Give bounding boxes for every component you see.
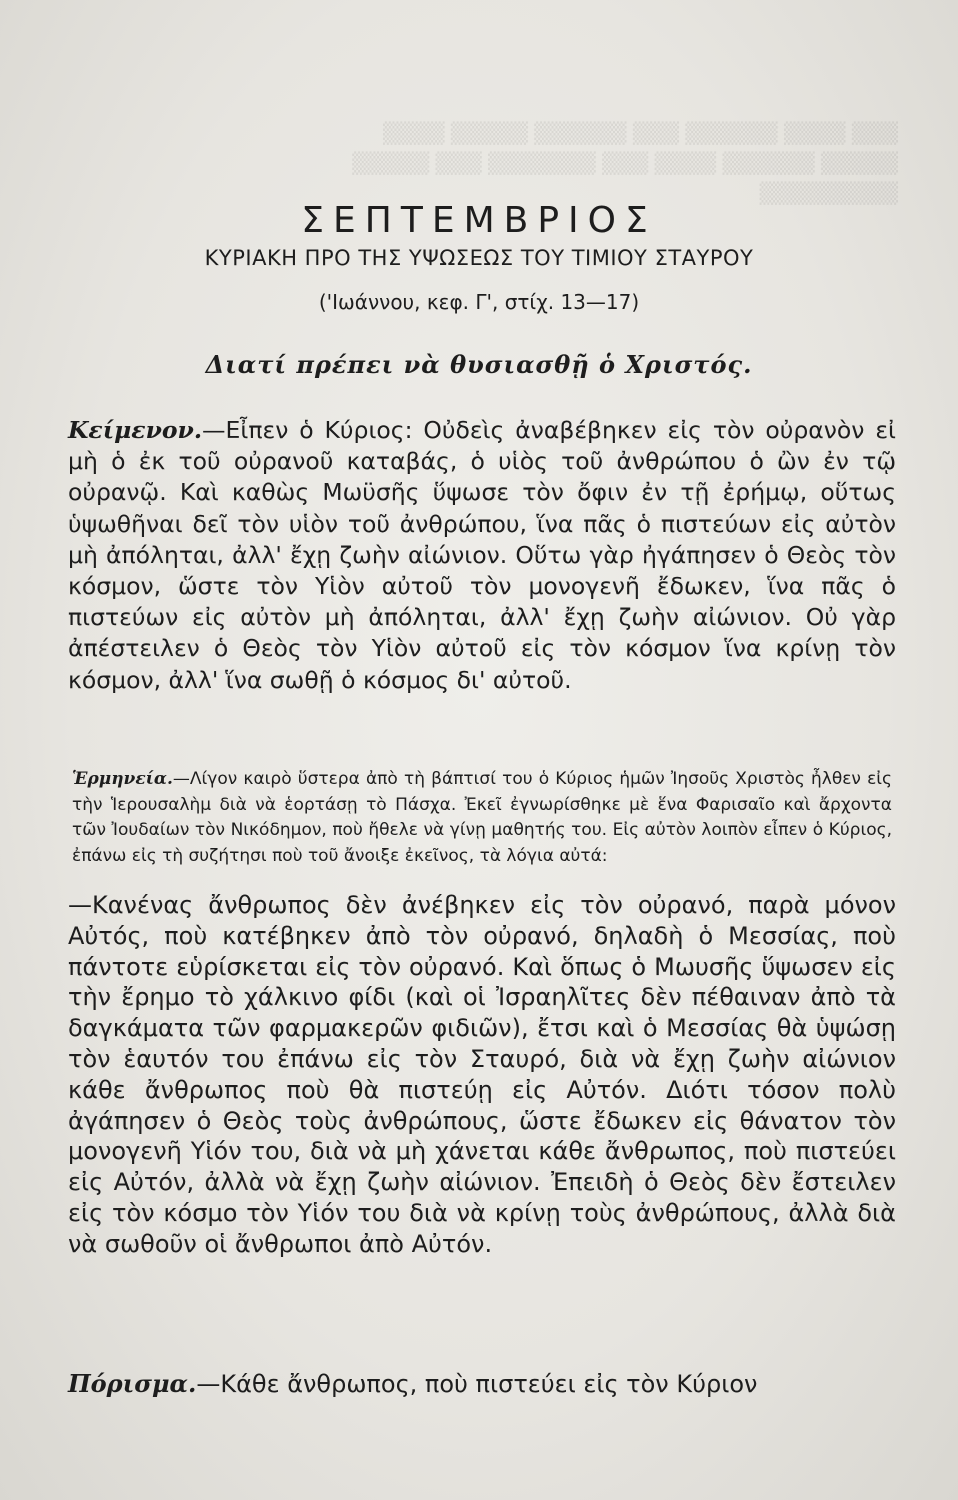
porisma-body: —Κάθε ἄνθρωπος, ποὺ πιστεύει εἰς τὸν Κύριον [196, 1370, 758, 1398]
text-body: —Εἶπεν ὁ Κύριος: Οὐδεὶς ἀναβέβηκεν εἰς τὸν οὐρανὸν εἰ μὴ ὁ ἐκ τοῦ οὐρανοῦ καταβάς, ὁ υἱὸς τοῦ ἀνθρώπου ὁ ὢν ἐν τῷ οὐρανῷ. Καὶ καθὼς Μωϋσῆς ὕψωσε τὸν ὄφιν ἐν τῇ ἐρήμῳ, οὕτως ὑψωθῆναι δεῖ τὸν υἱὸν τοῦ ἀνθρώπου, ἵνα πᾶς ὁ πιστεύων εἰς αὐτὸν μὴ ἀπόληται, ἀλλ' ἔχῃ ζωὴν αἰώνιον. Οὕτω γὰρ ἠγάπησεν ὁ Θεὸς τὸν κόσμον, ὥστε τὸν Υἱὸν αὐτοῦ τὸν μονογενῆ ἔδωκεν, ἵνα πᾶς ὁ πιστεύων εἰς αὐτὸν μὴ ἀπόληται, ἀλλ' ἔχῃ ζωὴν αἰώνιον. Οὐ γὰρ ἀπέστειλεν ὁ Θεὸς τὸν Υἱὸν αὐτοῦ εἰς τὸν κόσμον ἵνα κρίνῃ τὸν κόσμον, ἀλλ' ἵνα σωθῇ ὁ κόσμος δι' αὐτοῦ. [68, 416, 896, 694]
scripture-text-paragraph [68, 415, 896, 696]
page-subtitle: ΚΥΡΙΑΚΗ ΠΡΟ ΤΗΣ ΥΨΩΣΕΩΣ ΤΟΥ ΤΙΜΙΟΥ ΣΤΑΥΡΟΥ [204, 246, 754, 270]
porisma-label: Πόρισμα. [68, 1369, 197, 1398]
interpretation-paragraph [72, 767, 892, 869]
section-heading: Διατί πρέπει νὰ θυσιασθῇ ὁ Χριστός. [205, 350, 753, 379]
explanation-paragraph: —Κανένας ἄνθρωπος δὲν ἀνέβηκεν εἰς τὸν οὐρανό, παρὰ μόνον Αὐτός, ποὺ κατέβηκεν ἀπὸ τὸν οὐρανό, δηλαδὴ ὁ Μεσσίας, ποὺ πάντοτε εὑρίσκεται εἰς τὸν οὐρανό. Καὶ ὅπως ὁ Μωυσῆς ὕψωσεν εἰς τὴν ἔρημο τὸ χάλκινο φίδι (καὶ οἱ Ἰσραηλῖτες δὲν πέθαιναν ἀπὸ τὰ δαγκάματα τῶν φαρμακερῶν φιδιῶν), ἔτσι καὶ ὁ Μεσσίας θὰ ὑψώσῃ τὸν ἑαυτόν του ἐπάνω εἰς τὸν Σταυρό, διὰ νὰ ἔχῃ ζωὴν αἰώνιον κάθε ἄνθρωπος ποὺ θὰ πιστεύῃ εἰς Αὐτόν. Διότι τόσον πολὺ ἀγάπησεν ὁ Θεὸς τοὺς ἀνθρώπους, ὥστε ἔδωκεν εἰς θάνατον τὸν μονογενῆ Υἱόν του, διὰ νὰ μὴ χάνεται κάθε ἄνθρωπος, ποὺ πιστεύει εἰς Αὐτόν, ἀλλὰ νὰ ἔχῃ ζωὴν αἰώνιον. Ἐπειδὴ ὁ Θεὸς δὲν ἔστειλεν εἰς τὸν κόσμο τὸν Υἱόν του διὰ νὰ κρίνῃ τοὺς ἀνθρώπους, ἀλλὰ διὰ νὰ σωθοῦν οἱ ἄνθρωποι ἀπὸ Αὐτόν. [68, 891, 896, 1258]
scripture-reference: ('Ιωάννου, κεφ. Γ', στίχ. 13—17) [318, 290, 640, 314]
porisma-paragraph [68, 1368, 896, 1400]
text-label: Κείμενον. [68, 416, 203, 444]
page-title: ΣΕΠΤΕΜΒΡΙΟΣ [301, 200, 657, 242]
bleed-through-texture: ▒▒▒ ▒▒▒▒ ▒▒▒▒▒▒ ▒▒▒ ▒▒▒▒▒▒ ▒▒▒▒▒ ▒▒▒▒ ▒▒▒▒▒ ▒▒▒▒▒▒ ▒▒▒▒ ▒▒▒ ▒▒▒▒▒▒▒ ▒▒▒ ▒▒▒▒▒ ▒▒▒▒▒▒▒▒▒ [352, 121, 898, 205]
interpretation-label: Ἑρμηνεία. [72, 769, 173, 789]
interpretation-body: —Λίγον καιρὸ ὕστερα ἀπὸ τὴ βάπτισί του ὁ Κύριος ἡμῶν Ἰησοῦς Χριστὸς ἦλθεν εἰς τὴν Ἱερουσαλὴμ διὰ νὰ ἑορτάσῃ τὸ Πάσχα. Ἐκεῖ ἐγνωρίσθηκε μὲ ἕνα Φαρισαῖο καὶ ἄρχοντα τῶν Ἰουδαίων τὸν Νικόδημον, ποὺ ἤθελε νὰ γίνῃ μαθητής του. Εἰς αὐτὸν λοιπὸν εἶπεν ὁ Κύριος, ἐπάνω εἰς τὴ συζήτησι ποὺ τοῦ ἄνοιξε ἐκεῖνος, τὰ λόγια αὐτά: [72, 769, 892, 866]
